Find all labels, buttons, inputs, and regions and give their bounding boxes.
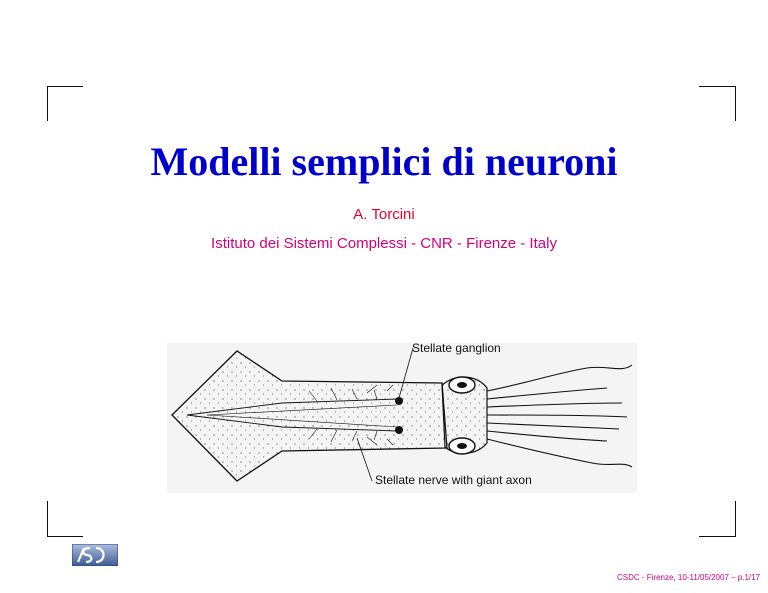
corner-mark-top-right — [735, 86, 736, 121]
corner-mark-bottom-left — [47, 501, 48, 536]
corner-mark-bottom-right — [699, 536, 736, 537]
label-stellate-ganglion: Stellate ganglion — [412, 341, 501, 355]
corner-mark-bottom-right — [735, 501, 736, 536]
corner-mark-top-left — [47, 86, 83, 87]
corner-mark-bottom-left — [47, 536, 83, 537]
author-name: A. Torcini — [353, 206, 415, 223]
label-stellate-nerve: Stellate nerve with giant axon — [375, 473, 532, 487]
corner-mark-top-right — [699, 86, 735, 87]
corner-mark-top-left — [47, 86, 48, 121]
institute-logo — [72, 544, 118, 566]
slide-title: Modelli semplici di neuroni — [150, 139, 618, 184]
affiliation: Istituto dei Sistemi Complessi - CNR - Firenze - Italy — [211, 235, 557, 252]
squid-figure — [167, 343, 637, 493]
squid-illustration — [167, 343, 637, 493]
footer-text: CSDC - Firenze, 10-11/05/2007 – p.1/17 — [617, 573, 761, 582]
